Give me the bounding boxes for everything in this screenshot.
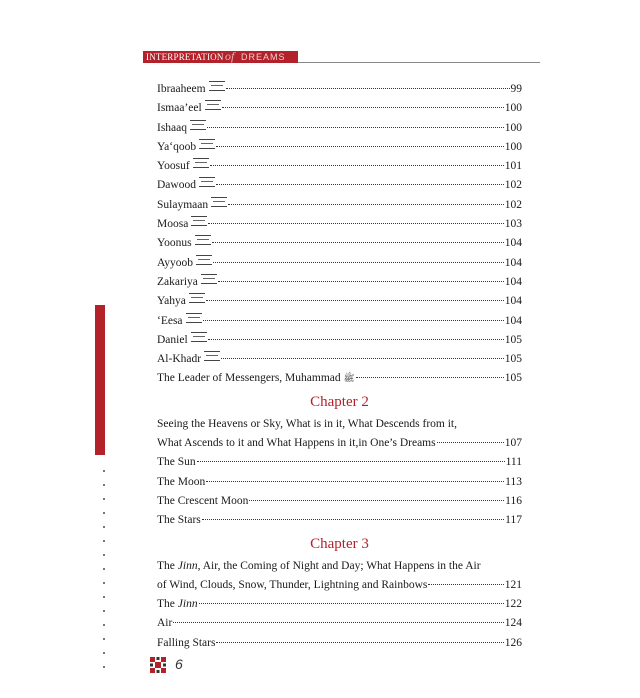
leader-dots [222, 107, 504, 108]
entry-title: Daniel [157, 333, 188, 346]
header-dreams: DREAMS [241, 52, 286, 62]
entry-title: Ishaaq [157, 121, 188, 134]
entry-title: Ayyoob [157, 256, 193, 269]
chapter-2-intro-line-1: Seeing the Heavens or Sky, What is in it, What Descends from it, [157, 417, 458, 430]
leader-dots [216, 146, 504, 147]
entry-title: The Crescent Moon [157, 494, 249, 507]
entry-page: 102 [504, 198, 522, 211]
page-footer [150, 657, 210, 673]
leader-dots [206, 481, 504, 482]
entry-page: 111 [505, 456, 522, 469]
pbuh-icon [189, 293, 205, 303]
entry-title: Ibraaheem [157, 83, 206, 95]
toc-entry[interactable] [157, 138, 522, 157]
toc-entry[interactable] [157, 99, 522, 118]
entry-title: Air [157, 617, 173, 630]
toc-entry[interactable] [157, 453, 522, 472]
entry-title: Dawood [157, 179, 196, 192]
entry-title: Yahya [157, 295, 186, 308]
entry-page: 104 [504, 314, 522, 327]
leader-dots [208, 223, 503, 224]
pbuh-icon [201, 274, 217, 284]
toc-entry[interactable] [157, 292, 522, 311]
intro-text-start: The [157, 559, 178, 572]
entry-title: of Wind, Clouds, Snow, Thunder, Lightning and Rainbows [157, 578, 428, 591]
saw-icon: ﷺ [343, 373, 355, 384]
entry-title: Yoosuf [157, 160, 190, 173]
page-number: 6 [175, 656, 183, 672]
pbuh-icon [196, 255, 212, 265]
entry-title-part: The [157, 598, 178, 611]
leader-dots [210, 165, 504, 166]
pbuh-icon [191, 332, 207, 342]
toc-entry[interactable] [157, 234, 522, 253]
chapter-2-heading[interactable]: Chapter 2 [310, 393, 369, 410]
leader-dots [199, 603, 504, 604]
entry-title: Falling Stars [157, 636, 216, 649]
toc-entry[interactable] [157, 576, 522, 595]
entry-page: 113 [505, 475, 522, 488]
leader-dots [226, 88, 510, 89]
entry-title: The Moon [157, 475, 206, 488]
header-title: INTERPRETATION [146, 52, 224, 62]
leader-dots [173, 622, 503, 623]
leader-dots [221, 358, 504, 359]
toc-entry[interactable] [157, 434, 522, 453]
pbuh-icon [193, 158, 209, 168]
leader-dots [213, 262, 504, 263]
entry-page: 100 [504, 102, 522, 115]
toc-entry[interactable] [157, 157, 522, 176]
toc-entry[interactable] [157, 312, 522, 331]
pbuh-icon [199, 177, 215, 187]
intro-text-rest: , Air, the Coming of Night and Day; What Happens in the Air [197, 559, 481, 572]
entry-title: Yoonus [157, 237, 192, 250]
leader-dots [216, 184, 504, 185]
leader-dots [203, 320, 504, 321]
entry-title-italic: Jinn [177, 598, 198, 611]
pbuh-icon [195, 235, 211, 245]
entry-page: 104 [504, 295, 522, 308]
side-tab-marker [95, 305, 105, 455]
entry-page: 124 [504, 617, 522, 630]
toc-entry[interactable] [157, 196, 522, 215]
entry-page: 104 [504, 275, 522, 288]
toc-entry[interactable] [157, 215, 522, 234]
entry-page: 126 [504, 636, 522, 649]
pbuh-icon [199, 139, 215, 149]
entry-page: 104 [504, 256, 522, 269]
intro-text-jinn: Jinn [177, 559, 198, 572]
entry-page: 104 [504, 237, 522, 250]
leader-dots [197, 461, 505, 462]
header-rule [298, 62, 540, 63]
entry-page: 103 [504, 218, 522, 231]
chapter-3-intro-line-1 [157, 557, 522, 576]
pbuh-icon [209, 81, 225, 91]
entry-title [157, 595, 198, 614]
leader-dots [206, 300, 504, 301]
toc-entry[interactable] [157, 369, 522, 388]
toc-entry[interactable] [157, 473, 522, 492]
toc-entry[interactable] [157, 492, 522, 511]
entry-page: 100 [504, 140, 522, 153]
leader-dots [218, 281, 504, 282]
entry-page: 99 [510, 83, 522, 95]
toc-entry[interactable] [157, 511, 522, 530]
pbuh-icon [205, 100, 221, 110]
leader-dots [208, 339, 504, 340]
entry-title: Zakariya [157, 275, 198, 288]
entry-page: 117 [505, 514, 522, 527]
header-of: of [225, 49, 235, 63]
leader-dots [437, 442, 504, 443]
entry-title: The Stars [157, 514, 201, 527]
toc-entry[interactable] [157, 119, 522, 138]
entry-page: 105 [504, 372, 522, 385]
leader-dots [202, 519, 504, 520]
leader-dots [212, 242, 504, 243]
entry-title: Sulaymaan [157, 198, 209, 211]
toc-entry[interactable] [157, 273, 522, 292]
entry-page: 102 [504, 179, 522, 192]
pbuh-icon [190, 120, 206, 130]
entry-page: 105 [504, 353, 522, 366]
entry-title: Moosa [157, 218, 189, 231]
entry-page: 122 [504, 598, 522, 611]
entry-title: The Sun [157, 456, 196, 469]
running-header [143, 49, 540, 65]
toc-entry[interactable] [157, 80, 522, 99]
toc-entry[interactable] [157, 595, 522, 614]
entry-page: 100 [504, 121, 522, 134]
chapter-3-heading[interactable]: Chapter 3 [310, 535, 369, 552]
toc-entry[interactable] [157, 254, 522, 273]
ornament-icon [150, 657, 166, 673]
leader-dots [356, 377, 504, 378]
entry-page: 105 [504, 333, 522, 346]
entry-page: 116 [505, 494, 522, 507]
entry-title: Al-Khadr [157, 353, 202, 366]
entry-title: Ismaa’eel [157, 102, 202, 115]
entry-page: 101 [504, 160, 522, 173]
toc-entry[interactable] [157, 634, 522, 653]
entry-page: 121 [504, 578, 522, 591]
pbuh-icon [204, 351, 220, 361]
entry-title: The Leader of Messengers, Muhammad [157, 372, 341, 385]
entry-title: ‘Eesa [157, 314, 183, 327]
toc-entry[interactable] [157, 614, 522, 633]
entry-title: What Ascends to it and What Happens in it,in One’s Dreams [157, 437, 436, 450]
toc-entry[interactable] [157, 331, 522, 350]
leader-dots [249, 500, 504, 501]
toc-entry[interactable] [157, 350, 522, 369]
pbuh-icon [191, 216, 207, 226]
pbuh-icon [211, 197, 227, 207]
leader-dots [216, 642, 503, 643]
toc-entry[interactable] [157, 176, 522, 195]
leader-dots [207, 127, 504, 128]
entry-title: Ya‘qoob [157, 140, 197, 153]
leader-dots [428, 584, 503, 585]
entry-page: 107 [504, 437, 522, 450]
leader-dots [228, 204, 504, 205]
table-of-contents [157, 80, 522, 653]
side-tick-marks [103, 470, 105, 670]
pbuh-icon [186, 313, 202, 323]
